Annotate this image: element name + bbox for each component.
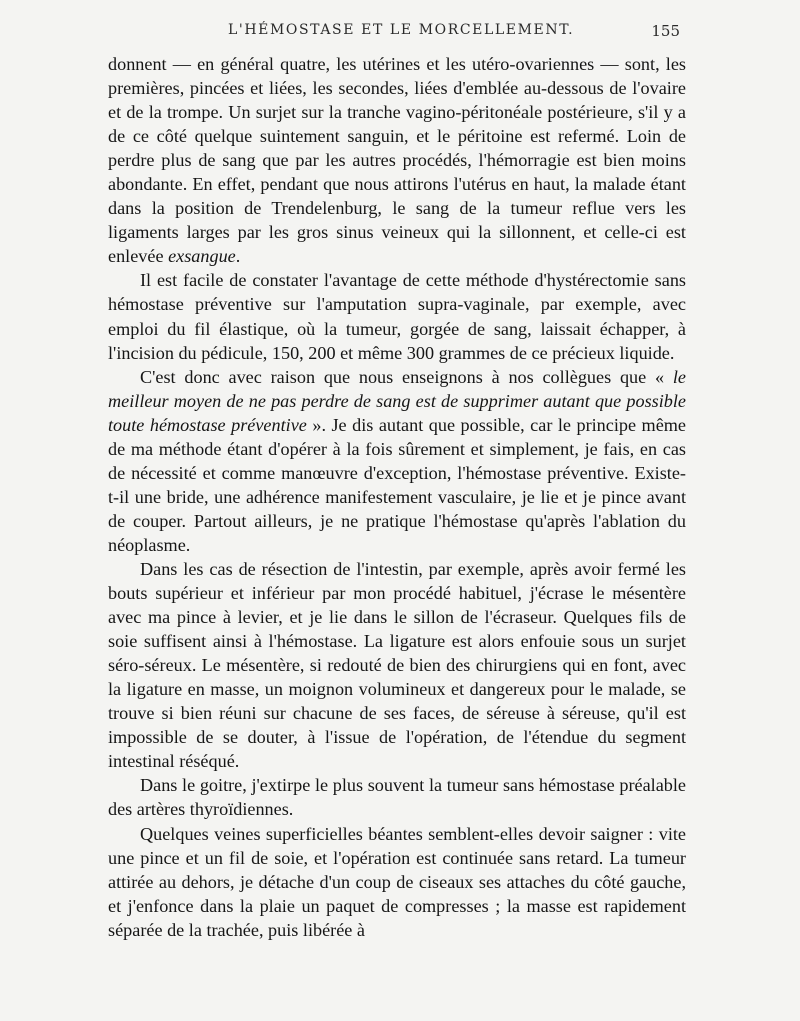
text-run: Dans le goitre, j'extirpe le plus souvent la tumeur sans hémostase préalable des artères thyroïdiennes. (108, 775, 686, 820)
paragraph (108, 365, 686, 557)
italic-run: le meilleur moyen de ne pas perdre de sang est de supprimer autant que possible toute hémostase préventive (108, 366, 686, 435)
paragraph (108, 52, 686, 268)
text-run: Il est facile de constater l'avantage de cette méthode d'hystérectomie sans hémostase préventive sur l'amputation supra-vaginale, par exemple, avec emploi du fil élastique, où la tumeur, gorgée de sang, laissait échapper, à l'incision du pédicule, 150, 200 et même 300 grammes de ce précieux liquide. (108, 270, 686, 363)
text-run: Dans les cas de résection de l'intestin, par exemple, après avoir fermé les bouts supérieur et inférieur par mon procédé habituel, j'écrase le mésentère avec ma pince à levier, et je lie dans le sillon de l'écraseur. Quelques fils de soie suffisent ainsi à l'hémostase. La ligature est alors enfouie sous un surjet séro-séreux. Le mésentère, si redouté de bien des chirurgiens qui en font, avec la ligature en masse, un moignon volumineux et dangereux pour le malade, se trouve si bien réuni sur chacune de ses faces, de séreuse à séreuse, qu'il est impossible de se douter, à l'issue de l'opération, de l'étendue du segment intestinal réséqué. (108, 558, 686, 772)
page-number: 155 (651, 22, 680, 40)
paragraph (108, 773, 686, 821)
paragraph (108, 822, 686, 942)
italic-run: exsangue (168, 246, 236, 267)
running-title: L'HÉMOSTASE ET LE MORCELLEMENT. (228, 22, 575, 38)
text-run: Quelques veines superficielles béantes semblent-elles devoir saigner : vite une pince et un fil de soie, et l'opération est continuée sans retard. La tumeur attirée au dehors, je détache d'un coup de ciseaux ses attaches du côté gauche, et j'enfonce dans la plaie un paquet de compresses ; la masse est rapidement séparée de la trachée, puis libérée à (108, 823, 686, 940)
text-run: ». Je dis autant que possible, car le principe même de ma méthode étant d'opérer à la fois sûrement et simplement, je fais, en cas de nécessité et comme manœuvre d'exception, l'hémostase préventive. Existe-t-il une bride, une adhérence manifestement vasculaire, je lie et je pince avant de couper. Partout ailleurs, je ne pratique l'hémostase qu'après l'ablation du néoplasme. (108, 414, 686, 555)
paragraph (108, 557, 686, 773)
paragraph (108, 268, 686, 364)
page-header (108, 22, 678, 46)
text-run: . (235, 246, 241, 267)
text-run: donnent — en général quatre, les utérines et les utéro-ovariennes — sont, les premières, pincées et liées, les secondes, liées d'emblée au-dessous de l'ovaire et de la trompe. Un surjet sur la tranche vagino-péritonéale postérieure, s'il y a de ce côté quelque suintement sanguin, et le péritoine est refermé. Loin de perdre plus de sang que par les autres procédés, l'hémorragie est bien moins abondante. En effet, pendant que nous attirons l'utérus en haut, la malade étant dans la position de Trendelenburg, le sang de la tumeur reflue vers les ligaments larges par les gros sinus veineux qui la sillonnent, et celle-ci est enlevée (108, 54, 686, 267)
body-text (108, 52, 686, 942)
text-run: C'est donc avec raison que nous enseignons à nos collègues que « (140, 366, 673, 387)
